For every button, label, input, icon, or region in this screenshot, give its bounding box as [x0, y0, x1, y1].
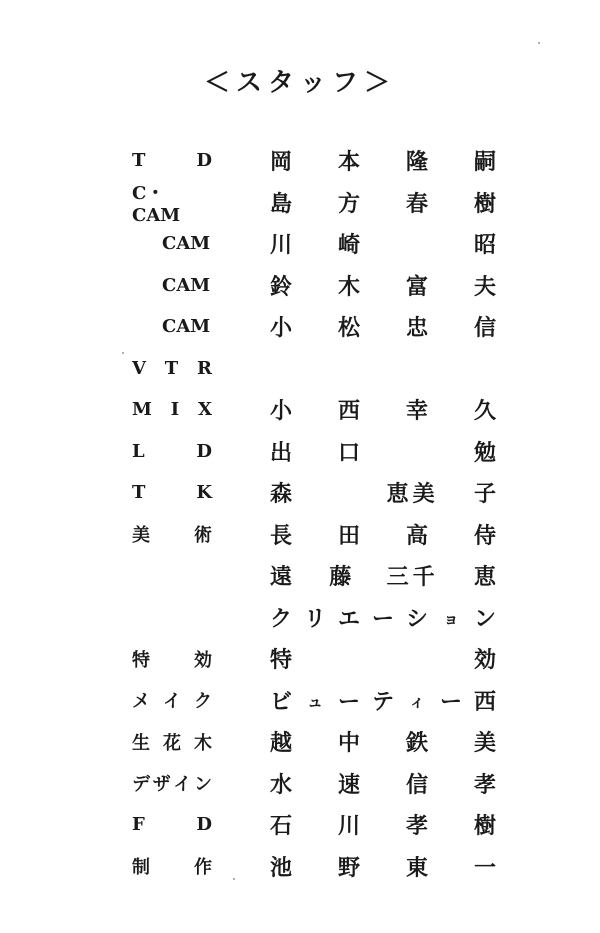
- role-char: 生: [132, 732, 150, 754]
- name-char: 特: [269, 647, 292, 674]
- name-char: 小: [269, 398, 292, 425]
- name-char: 三千: [386, 564, 439, 591]
- staff-name: [268, 519, 498, 550]
- name-char: 恵: [473, 564, 496, 591]
- role-char: 術: [194, 525, 212, 547]
- staff-name: [268, 726, 498, 757]
- paper-speck: [122, 352, 124, 354]
- name-char: 美: [473, 730, 496, 757]
- name-char: 木: [337, 273, 360, 300]
- name-char: 信: [405, 771, 428, 798]
- role-char: CAM: [162, 274, 211, 296]
- staff-role: [132, 687, 212, 713]
- staff-list: [0, 140, 600, 887]
- staff-name: [268, 602, 498, 633]
- name-char: 長: [269, 522, 292, 549]
- name-char: 速: [337, 771, 360, 798]
- name-char: ン: [473, 605, 496, 632]
- staff-row: [0, 182, 600, 224]
- name-char: 鈴: [269, 273, 292, 300]
- name-char: 崎: [337, 232, 360, 259]
- staff-name: [268, 809, 498, 840]
- staff-row: [0, 265, 600, 307]
- staff-name: [268, 560, 498, 591]
- staff-row: [0, 348, 600, 390]
- role-char: イ: [163, 691, 181, 713]
- role-char: I: [170, 399, 180, 421]
- staff-row: [0, 555, 600, 597]
- staff-role: [162, 233, 210, 254]
- name-char: 本: [337, 149, 360, 176]
- name-char: 樹: [473, 190, 496, 217]
- paper-speck: [233, 878, 235, 880]
- name-char: 池: [269, 854, 292, 881]
- staff-row: [0, 804, 600, 846]
- role-char: メ: [132, 691, 150, 713]
- name-char: ク: [269, 605, 292, 632]
- staff-name: [268, 145, 498, 176]
- name-char: 侍: [473, 522, 496, 549]
- staff-row: [0, 597, 600, 639]
- role-char: 制: [132, 857, 150, 879]
- name-char: ー: [337, 688, 360, 715]
- staff-role: [132, 646, 212, 672]
- name-char: 孝: [405, 813, 428, 840]
- name-char: 中: [337, 730, 360, 757]
- role-char: 特: [132, 649, 150, 671]
- role-char: K: [196, 482, 212, 504]
- name-char: ョ: [442, 608, 459, 628]
- name-char: 田: [337, 522, 360, 549]
- name-char: ュ: [306, 691, 323, 711]
- name-char: 方: [337, 190, 360, 217]
- staff-name: [268, 187, 498, 218]
- name-char: 富: [405, 273, 428, 300]
- staff-name: [268, 685, 498, 716]
- role-char: CAM: [162, 233, 211, 255]
- name-char: 隆: [405, 149, 428, 176]
- name-char: 東: [405, 854, 428, 881]
- staff-name: [268, 643, 498, 674]
- role-char: CAM: [162, 316, 211, 338]
- staff-role: [162, 316, 210, 337]
- name-char: 嗣: [473, 149, 496, 176]
- role-char: F: [132, 814, 145, 836]
- staff-row: [0, 721, 600, 763]
- staff-role: [132, 521, 212, 547]
- name-char: 恵美: [386, 481, 439, 508]
- role-char: D: [196, 150, 212, 172]
- staff-role: [132, 853, 212, 879]
- name-char: 久: [473, 398, 496, 425]
- name-char: 効: [473, 647, 496, 674]
- name-char: 孝: [473, 771, 496, 798]
- staff-row: [0, 306, 600, 348]
- role-char: ク: [194, 691, 212, 713]
- role-char: イ: [173, 774, 192, 796]
- staff-name: [268, 394, 498, 425]
- name-char: 鉄: [405, 730, 428, 757]
- name-char: 夫: [473, 273, 496, 300]
- staff-row: [0, 140, 600, 182]
- name-char: 春: [405, 190, 428, 217]
- role-char: T: [164, 357, 179, 379]
- name-char: 昭: [473, 232, 496, 259]
- name-char: シ: [405, 605, 428, 632]
- staff-role: [132, 441, 212, 462]
- name-char: 越: [269, 730, 292, 757]
- role-char: デ: [132, 774, 150, 796]
- staff-name: [268, 851, 498, 882]
- role-char: 効: [194, 649, 212, 671]
- name-char: 信: [473, 315, 496, 342]
- role-char: D: [196, 440, 212, 462]
- role-char: D: [196, 814, 212, 836]
- role-char: R: [197, 357, 212, 379]
- staff-role: [132, 358, 212, 379]
- name-char: 勉: [473, 439, 496, 466]
- name-char: 樹: [473, 813, 496, 840]
- role-char: V: [132, 357, 146, 379]
- name-char: 幸: [405, 398, 428, 425]
- name-char: ー: [371, 605, 394, 632]
- name-char: 西: [473, 688, 496, 715]
- staff-name: [268, 270, 498, 301]
- role-char: ン: [193, 774, 212, 796]
- staff-row: [0, 514, 600, 556]
- staff-role: [132, 150, 212, 171]
- staff-row: [0, 472, 600, 514]
- staff-row: [0, 846, 600, 888]
- name-char: 忠: [405, 315, 428, 342]
- name-char: テ: [371, 688, 394, 715]
- name-char: ー: [439, 688, 462, 715]
- staff-name: [268, 477, 498, 508]
- role-char: T: [132, 150, 146, 172]
- staff-role: [132, 482, 212, 503]
- staff-role: [132, 814, 212, 835]
- name-char: 口: [337, 439, 360, 466]
- role-char: 作: [194, 857, 212, 879]
- name-char: 藤: [329, 564, 352, 591]
- name-char: 西: [337, 398, 360, 425]
- name-char: エ: [337, 605, 360, 632]
- role-char: ザ: [152, 774, 171, 796]
- staff-name: [268, 436, 498, 467]
- role-char: C・CAM: [132, 182, 181, 226]
- role-char: X: [198, 399, 212, 421]
- staff-row: [0, 431, 600, 473]
- name-char: 野: [337, 854, 360, 881]
- staff-role: [132, 770, 212, 796]
- name-char: 高: [405, 522, 428, 549]
- staff-name: [268, 768, 498, 799]
- staff-name: [268, 228, 498, 259]
- staff-role: [132, 179, 212, 226]
- name-char: 島: [269, 190, 292, 217]
- name-char: 岡: [269, 149, 292, 176]
- name-char: 森: [269, 481, 292, 508]
- role-char: T: [132, 482, 146, 504]
- role-char: 花: [163, 732, 181, 754]
- role-char: 木: [194, 732, 212, 754]
- staff-row: [0, 223, 600, 265]
- name-char: 川: [337, 813, 360, 840]
- name-char: リ: [303, 605, 326, 632]
- name-char: ィ: [408, 691, 425, 711]
- name-char: 松: [337, 315, 360, 342]
- role-char: L: [132, 440, 145, 462]
- name-char: ビ: [269, 688, 292, 715]
- name-char: 水: [269, 771, 292, 798]
- name-char: 子: [473, 481, 496, 508]
- name-char: 遠: [269, 564, 292, 591]
- staff-row: [0, 763, 600, 805]
- paper-speck: [538, 42, 540, 44]
- staff-row: [0, 638, 600, 680]
- name-char: 一: [473, 854, 496, 881]
- name-char: 出: [269, 439, 292, 466]
- staff-row: [0, 680, 600, 722]
- role-char: 美: [132, 525, 150, 547]
- staff-role: [162, 275, 210, 296]
- staff-role: [132, 729, 212, 755]
- staff-name: [268, 311, 498, 342]
- role-char: M: [132, 399, 152, 421]
- page-title: ＜スタッフ＞: [203, 68, 396, 98]
- name-char: 小: [269, 315, 292, 342]
- name-char: 川: [269, 232, 292, 259]
- name-char: 石: [269, 813, 292, 840]
- staff-row: [0, 389, 600, 431]
- staff-role: [132, 399, 212, 420]
